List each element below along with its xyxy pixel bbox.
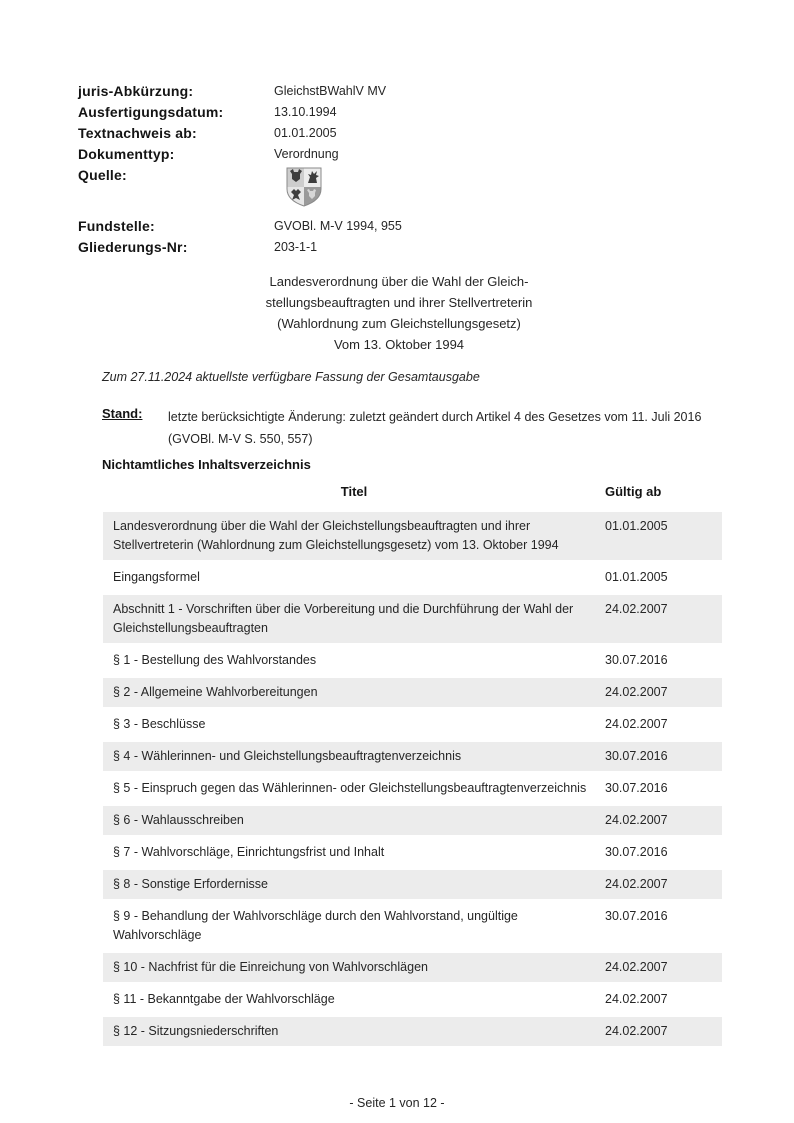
toc-row [103, 838, 722, 867]
toc-row [103, 1017, 722, 1046]
toc-entry-date: 24.02.2007 [605, 813, 668, 827]
toc-entry-title: § 2 - Allgemeine Wahlvorbereitungen [113, 685, 318, 699]
meta-label: Textnachweis ab: [78, 125, 197, 141]
toc-entry-date: 01.01.2005 [605, 570, 668, 584]
toc-row [103, 512, 722, 560]
toc-entry-title: § 8 - Sonstige Erfordernisse [113, 877, 268, 891]
title-line: (Wahlordnung zum Gleichstellungsgesetz) [277, 316, 521, 331]
toc-row [103, 678, 722, 707]
meta-value: 13.10.1994 [274, 105, 337, 119]
meta-label: Ausfertigungsdatum: [78, 104, 224, 120]
stand-text: letzte berücksichtigte Änderung: zuletzt geändert durch Artikel 4 des Gesetzes vom 11. Juli 2016 (GVOBl. M-V S. 550, 557) [168, 410, 702, 446]
toc-entry-date: 24.02.2007 [605, 960, 668, 974]
toc-row [103, 774, 722, 803]
metadata-block [78, 84, 402, 261]
toc-entry-date: 30.07.2016 [605, 909, 668, 923]
document-title [78, 271, 720, 355]
toc-entry-title: § 7 - Wahlvorschläge, Einrichtungsfrist und Inhalt [113, 845, 385, 859]
title-line: Vom 13. Oktober 1994 [333, 337, 465, 352]
toc-column-header-valid-from: Gültig ab [605, 484, 662, 499]
toc-entry-title: § 3 - Beschlüsse [113, 717, 206, 731]
meta-label: Fundstelle: [78, 218, 155, 234]
meta-row-source [78, 168, 402, 212]
title-line: Landesverordnung über die Wahl der Gleich- [269, 274, 529, 289]
toc-entry-title: § 4 - Wählerinnen- und Gleichstellungsbeauftragtenverzeichnis [113, 749, 462, 763]
toc-row [103, 953, 722, 982]
meta-row-text-evidence [78, 126, 402, 140]
meta-value [274, 168, 323, 210]
page-footer: - Seite 1 von 12 - [349, 1096, 445, 1110]
toc-entry-date: 30.07.2016 [605, 749, 668, 763]
toc-entry-title: Eingangsformel [113, 570, 200, 584]
meta-label: Quelle: [78, 167, 127, 183]
toc-entry-title: § 10 - Nachfrist für die Einreichung von Wahlvorschlägen [113, 960, 428, 974]
meta-label: juris-Abkürzung: [78, 83, 194, 99]
toc-row [103, 563, 722, 592]
meta-value: 01.01.2005 [274, 126, 337, 140]
meta-value: GleichstBWahlV MV [274, 84, 387, 98]
meta-value: GVOBl. M-V 1994, 955 [274, 219, 402, 233]
toc-entry-title: Landesverordnung über die Wahl der Gleichstellungsbeauftragten und ihrer Stellvertreterin (Wahlordnung zum Gleichstellungsgesetz) vom 13. Oktober 1994 [113, 519, 559, 552]
toc-entry-title: § 5 - Einspruch gegen das Wählerinnen- oder Gleichstellungsbeauftragtenverzeichnis [113, 781, 587, 795]
toc-entry-title: § 12 - Sitzungsniederschriften [113, 1024, 279, 1038]
toc-column-header-title: Titel [340, 484, 368, 499]
version-note: Zum 27.11.2024 aktuellste verfügbare Fassung der Gesamtausgabe [102, 370, 480, 384]
toc-entry-date: 24.02.2007 [605, 877, 668, 891]
stand-label: Stand: [102, 406, 143, 421]
toc-entry-date: 30.07.2016 [605, 781, 668, 795]
toc-table [103, 484, 722, 1049]
toc-entry-date: 24.02.2007 [605, 1024, 668, 1038]
toc-row [103, 742, 722, 771]
coat-of-arms-icon [285, 166, 323, 207]
toc-row [103, 902, 722, 950]
toc-entry-title: § 11 - Bekanntgabe der Wahlvorschläge [113, 992, 335, 1006]
toc-entry-title: § 6 - Wahlausschreiben [113, 813, 244, 827]
toc-entry-date: 30.07.2016 [605, 845, 668, 859]
toc-entry-date: 01.01.2005 [605, 519, 668, 533]
toc-row [103, 985, 722, 1014]
meta-row-document-type [78, 147, 402, 161]
meta-label: Gliederungs-Nr: [78, 239, 188, 255]
meta-value: Verordnung [274, 147, 339, 161]
toc-entry-date: 24.02.2007 [605, 992, 668, 1006]
toc-header-row [103, 484, 722, 512]
meta-label: Dokumenttyp: [78, 146, 175, 162]
title-line: stellungsbeauftragten und ihrer Stellvertreterin [265, 295, 533, 310]
toc-heading: Nichtamtliches Inhaltsverzeichnis [102, 457, 311, 472]
toc-entry-date: 24.02.2007 [605, 717, 668, 731]
meta-row-structure-number [78, 240, 402, 254]
toc-entry-date: 24.02.2007 [605, 602, 668, 616]
stand-block [102, 406, 713, 450]
toc-row [103, 870, 722, 899]
toc-entry-title: § 9 - Behandlung der Wahlvorschläge durch den Wahlvorstand, ungültige Wahlvorschläge [113, 909, 518, 942]
toc-entry-date: 24.02.2007 [605, 685, 668, 699]
meta-row-date-of-issue [78, 105, 402, 119]
toc-row [103, 646, 722, 675]
toc-row [103, 806, 722, 835]
toc-entry-date: 30.07.2016 [605, 653, 668, 667]
toc-row [103, 710, 722, 739]
meta-value: 203-1-1 [274, 240, 318, 254]
meta-row-reference [78, 219, 402, 233]
toc-entry-title: Abschnitt 1 - Vorschriften über die Vorbereitung und die Durchführung der Wahl der Gleichstellungsbeauftragten [113, 602, 574, 635]
toc-row [103, 595, 722, 643]
meta-row-abbreviation [78, 84, 402, 98]
toc-entry-title: § 1 - Bestellung des Wahlvorstandes [113, 653, 317, 667]
